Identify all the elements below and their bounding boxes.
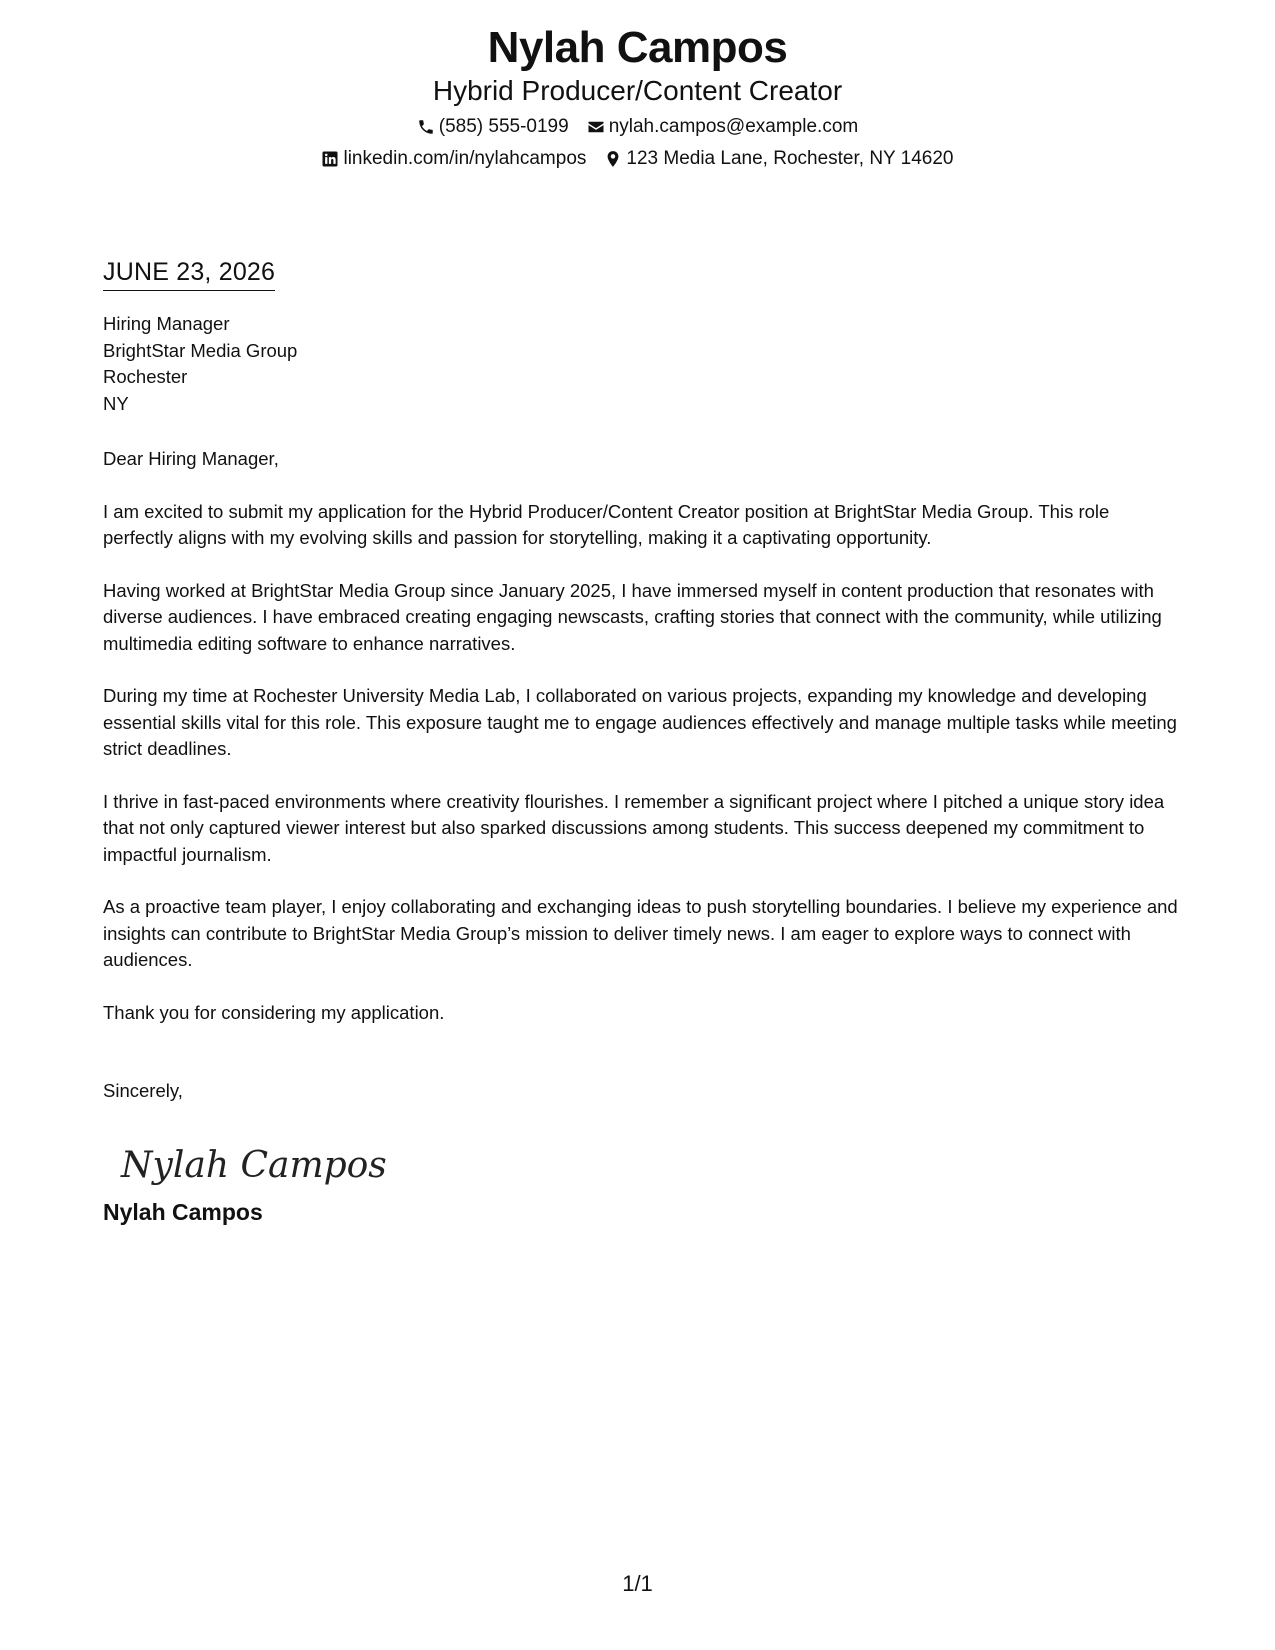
applicant-name: Nylah Campos bbox=[487, 23, 788, 72]
contact-email[interactable] bbox=[587, 114, 859, 140]
recipient-block bbox=[103, 311, 1183, 417]
letter-header bbox=[0, 22, 1275, 172]
signature-text: Nylah Campos bbox=[121, 1144, 387, 1186]
body-paragraph: I thrive in fast-paced environments where creativity flourishes. I remember a significant project where I pitched a unique story idea that not only captured viewer interest but also sparked discussions among students. This success deepened my commitment to impactful journalism. bbox=[103, 790, 1165, 865]
handwritten-signature bbox=[119, 1133, 1183, 1197]
recipient-line: Hiring Manager bbox=[103, 313, 230, 334]
recipient-line: NY bbox=[103, 392, 129, 414]
letter-body bbox=[103, 256, 1183, 1227]
linkedin-text: linkedin.com/in/nylahcampos bbox=[343, 148, 587, 169]
phone-text: (585) 555-0199 bbox=[438, 116, 569, 137]
body-paragraph: I am excited to submit my application for the Hybrid Producer/Content Creator position at BrightStar Media Group. This role perfectly aligns with my evolving skills and passion for storytelling, making it a captivating opportunity. bbox=[103, 500, 1110, 548]
envelope-icon bbox=[587, 118, 605, 136]
contact-linkedin[interactable] bbox=[321, 146, 586, 172]
letter-date: JUNE 23, 2026 bbox=[103, 256, 275, 291]
map-marker-icon bbox=[604, 150, 622, 168]
contact-line-2 bbox=[0, 146, 1275, 172]
body-paragraph: Having worked at BrightStar Media Group since January 2025, I have immersed myself in content production that resonates with diverse audiences. I have embraced creating engaging newscasts, crafting stories that connect with the community, while utilizing multimedia editing software to enhance narratives. bbox=[103, 579, 1162, 654]
salutation: Dear Hiring Manager, bbox=[103, 448, 279, 469]
contact-address bbox=[604, 146, 953, 172]
signer-name: Nylah Campos bbox=[103, 1198, 263, 1225]
body-paragraph: Thank you for considering my application. bbox=[103, 1001, 445, 1023]
page-number: 1/1 bbox=[622, 1571, 653, 1596]
contact-phone[interactable] bbox=[417, 114, 569, 140]
applicant-title: Hybrid Producer/Content Creator bbox=[432, 75, 843, 106]
contact-line-1 bbox=[0, 114, 1275, 140]
email-text: nylah.campos@example.com bbox=[608, 116, 859, 137]
phone-icon bbox=[417, 118, 435, 136]
body-paragraph: During my time at Rochester University Media Lab, I collaborated on various projects, expanding my knowledge and developing essential skills vital for this role. This exposure taught me to engage audiences effectively and manage multiple tasks while meeting strict deadlines. bbox=[103, 685, 1177, 759]
closing: Sincerely, bbox=[103, 1080, 183, 1101]
recipient-line: Rochester bbox=[103, 366, 188, 387]
recipient-line: BrightStar Media Group bbox=[103, 339, 298, 361]
address-text: 123 Media Lane, Rochester, NY 14620 bbox=[626, 148, 954, 169]
body-paragraph: As a proactive team player, I enjoy collaborating and exchanging ideas to push storytelling boundaries. I believe my experience and insights can contribute to BrightStar Media Group’s mission to deliver timely news. I am eager to explore ways to connect with audiences. bbox=[103, 896, 1178, 970]
linkedin-icon bbox=[321, 150, 339, 168]
